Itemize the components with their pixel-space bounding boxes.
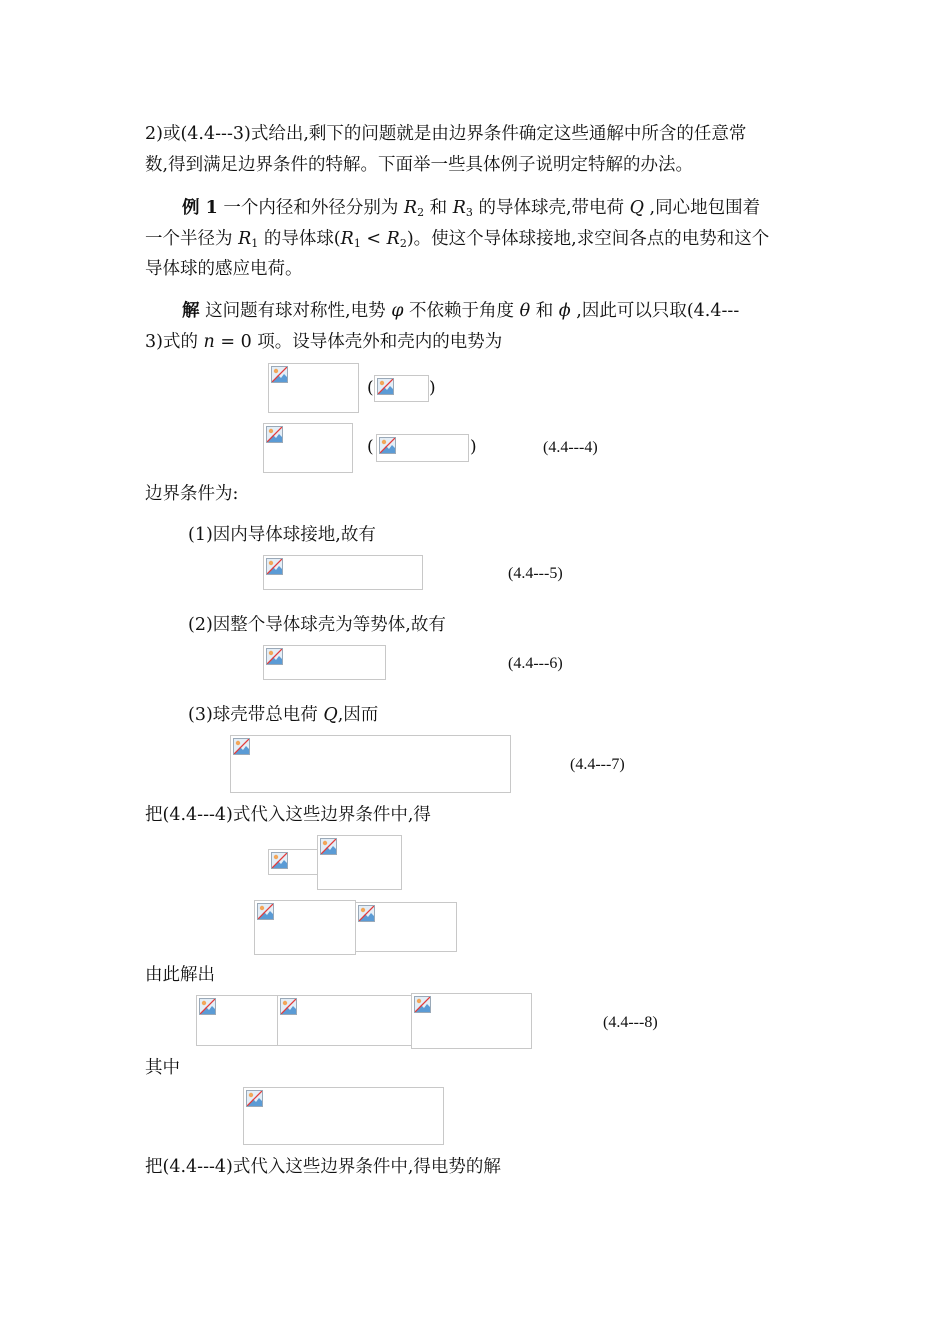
equation-image bbox=[317, 835, 402, 890]
equation-image bbox=[411, 993, 532, 1049]
solution-line-2: 3)式的 n = 0 项。设导体壳外和壳内的电势为 bbox=[145, 332, 503, 352]
paren-open: ( bbox=[367, 378, 374, 398]
broken-image-icon bbox=[271, 852, 288, 869]
broken-image-icon bbox=[320, 838, 337, 855]
solution-label: 解 bbox=[182, 301, 200, 321]
equation-image bbox=[355, 902, 457, 952]
equation-number: (4.4---6) bbox=[508, 655, 563, 672]
equation-image bbox=[268, 849, 318, 875]
broken-image-icon bbox=[257, 903, 274, 920]
broken-image-icon bbox=[233, 738, 250, 755]
example-line-3: 导体球的感应电荷。 bbox=[145, 259, 303, 279]
example-line-1: 例 1 一个内径和外径分别为 $R_2$ 和 $R_3$ 的导体球壳,带电荷 Q ,同心地包围着 bbox=[182, 198, 761, 219]
equation-image bbox=[376, 434, 469, 462]
equation-number: (4.4---5) bbox=[508, 565, 563, 582]
broken-image-icon bbox=[266, 648, 283, 665]
equation-image bbox=[374, 375, 429, 402]
solve-label: 由此解出 bbox=[145, 965, 215, 985]
broken-image-icon bbox=[377, 378, 394, 395]
text-line: 数,得到满足边界条件的特解。下面举一些具体例子说明定特解的办法。 bbox=[145, 155, 694, 175]
equation-image bbox=[268, 363, 359, 413]
boundary-label: 边界条件为: bbox=[145, 484, 239, 504]
solution-line-1: 解 这问题有球对称性,电势 φ 不依赖于角度 θ 和 ϕ ,因此可以只取(4.4--- bbox=[182, 301, 740, 321]
equation-image bbox=[263, 423, 353, 473]
broken-image-icon bbox=[199, 998, 216, 1015]
condition-1: (1)因内导体球接地,故有 bbox=[188, 525, 376, 545]
broken-image-icon bbox=[266, 426, 283, 443]
equation-image bbox=[230, 735, 511, 793]
broken-image-icon bbox=[414, 996, 431, 1013]
equation-image bbox=[254, 900, 356, 955]
equation-number: (4.4---8) bbox=[603, 1014, 658, 1031]
condition-3: (3)球壳带总电荷 Q,因而 bbox=[188, 705, 379, 725]
broken-image-icon bbox=[246, 1090, 263, 1107]
where-label: 其中 bbox=[145, 1058, 180, 1078]
condition-2: (2)因整个导体球壳为等势体,故有 bbox=[188, 615, 446, 635]
substitute-line-2: 把(4.4---4)式代入这些边界条件中,得电势的解 bbox=[145, 1157, 501, 1177]
equation-image bbox=[277, 995, 412, 1046]
broken-image-icon bbox=[271, 366, 288, 383]
broken-image-icon bbox=[266, 558, 283, 575]
broken-image-icon bbox=[280, 998, 297, 1015]
broken-image-icon bbox=[379, 437, 396, 454]
substitute-line-1: 把(4.4---4)式代入这些边界条件中,得 bbox=[145, 805, 431, 825]
example-label: 例 1 bbox=[182, 198, 218, 218]
text-line: 2)或(4.4---3)式给出,剩下的问题就是由边界条件确定这些通解中所含的任意常 bbox=[145, 124, 747, 144]
paren-close: ) bbox=[470, 437, 477, 457]
paren-open: ( bbox=[367, 437, 374, 457]
example-line-2: 一个半径为 $R_1$ 的导体球$(R_1 < R_2)$。使这个导体球接地,求空间各点的电势和这个 bbox=[145, 229, 770, 250]
equation-image bbox=[263, 645, 386, 680]
equation-image bbox=[243, 1087, 444, 1145]
equation-number: (4.4---4) bbox=[543, 439, 598, 456]
equation-image bbox=[263, 555, 423, 590]
equation-image bbox=[196, 995, 278, 1046]
paren-close: ) bbox=[429, 378, 436, 398]
equation-number: (4.4---7) bbox=[570, 756, 625, 773]
broken-image-icon bbox=[358, 905, 375, 922]
